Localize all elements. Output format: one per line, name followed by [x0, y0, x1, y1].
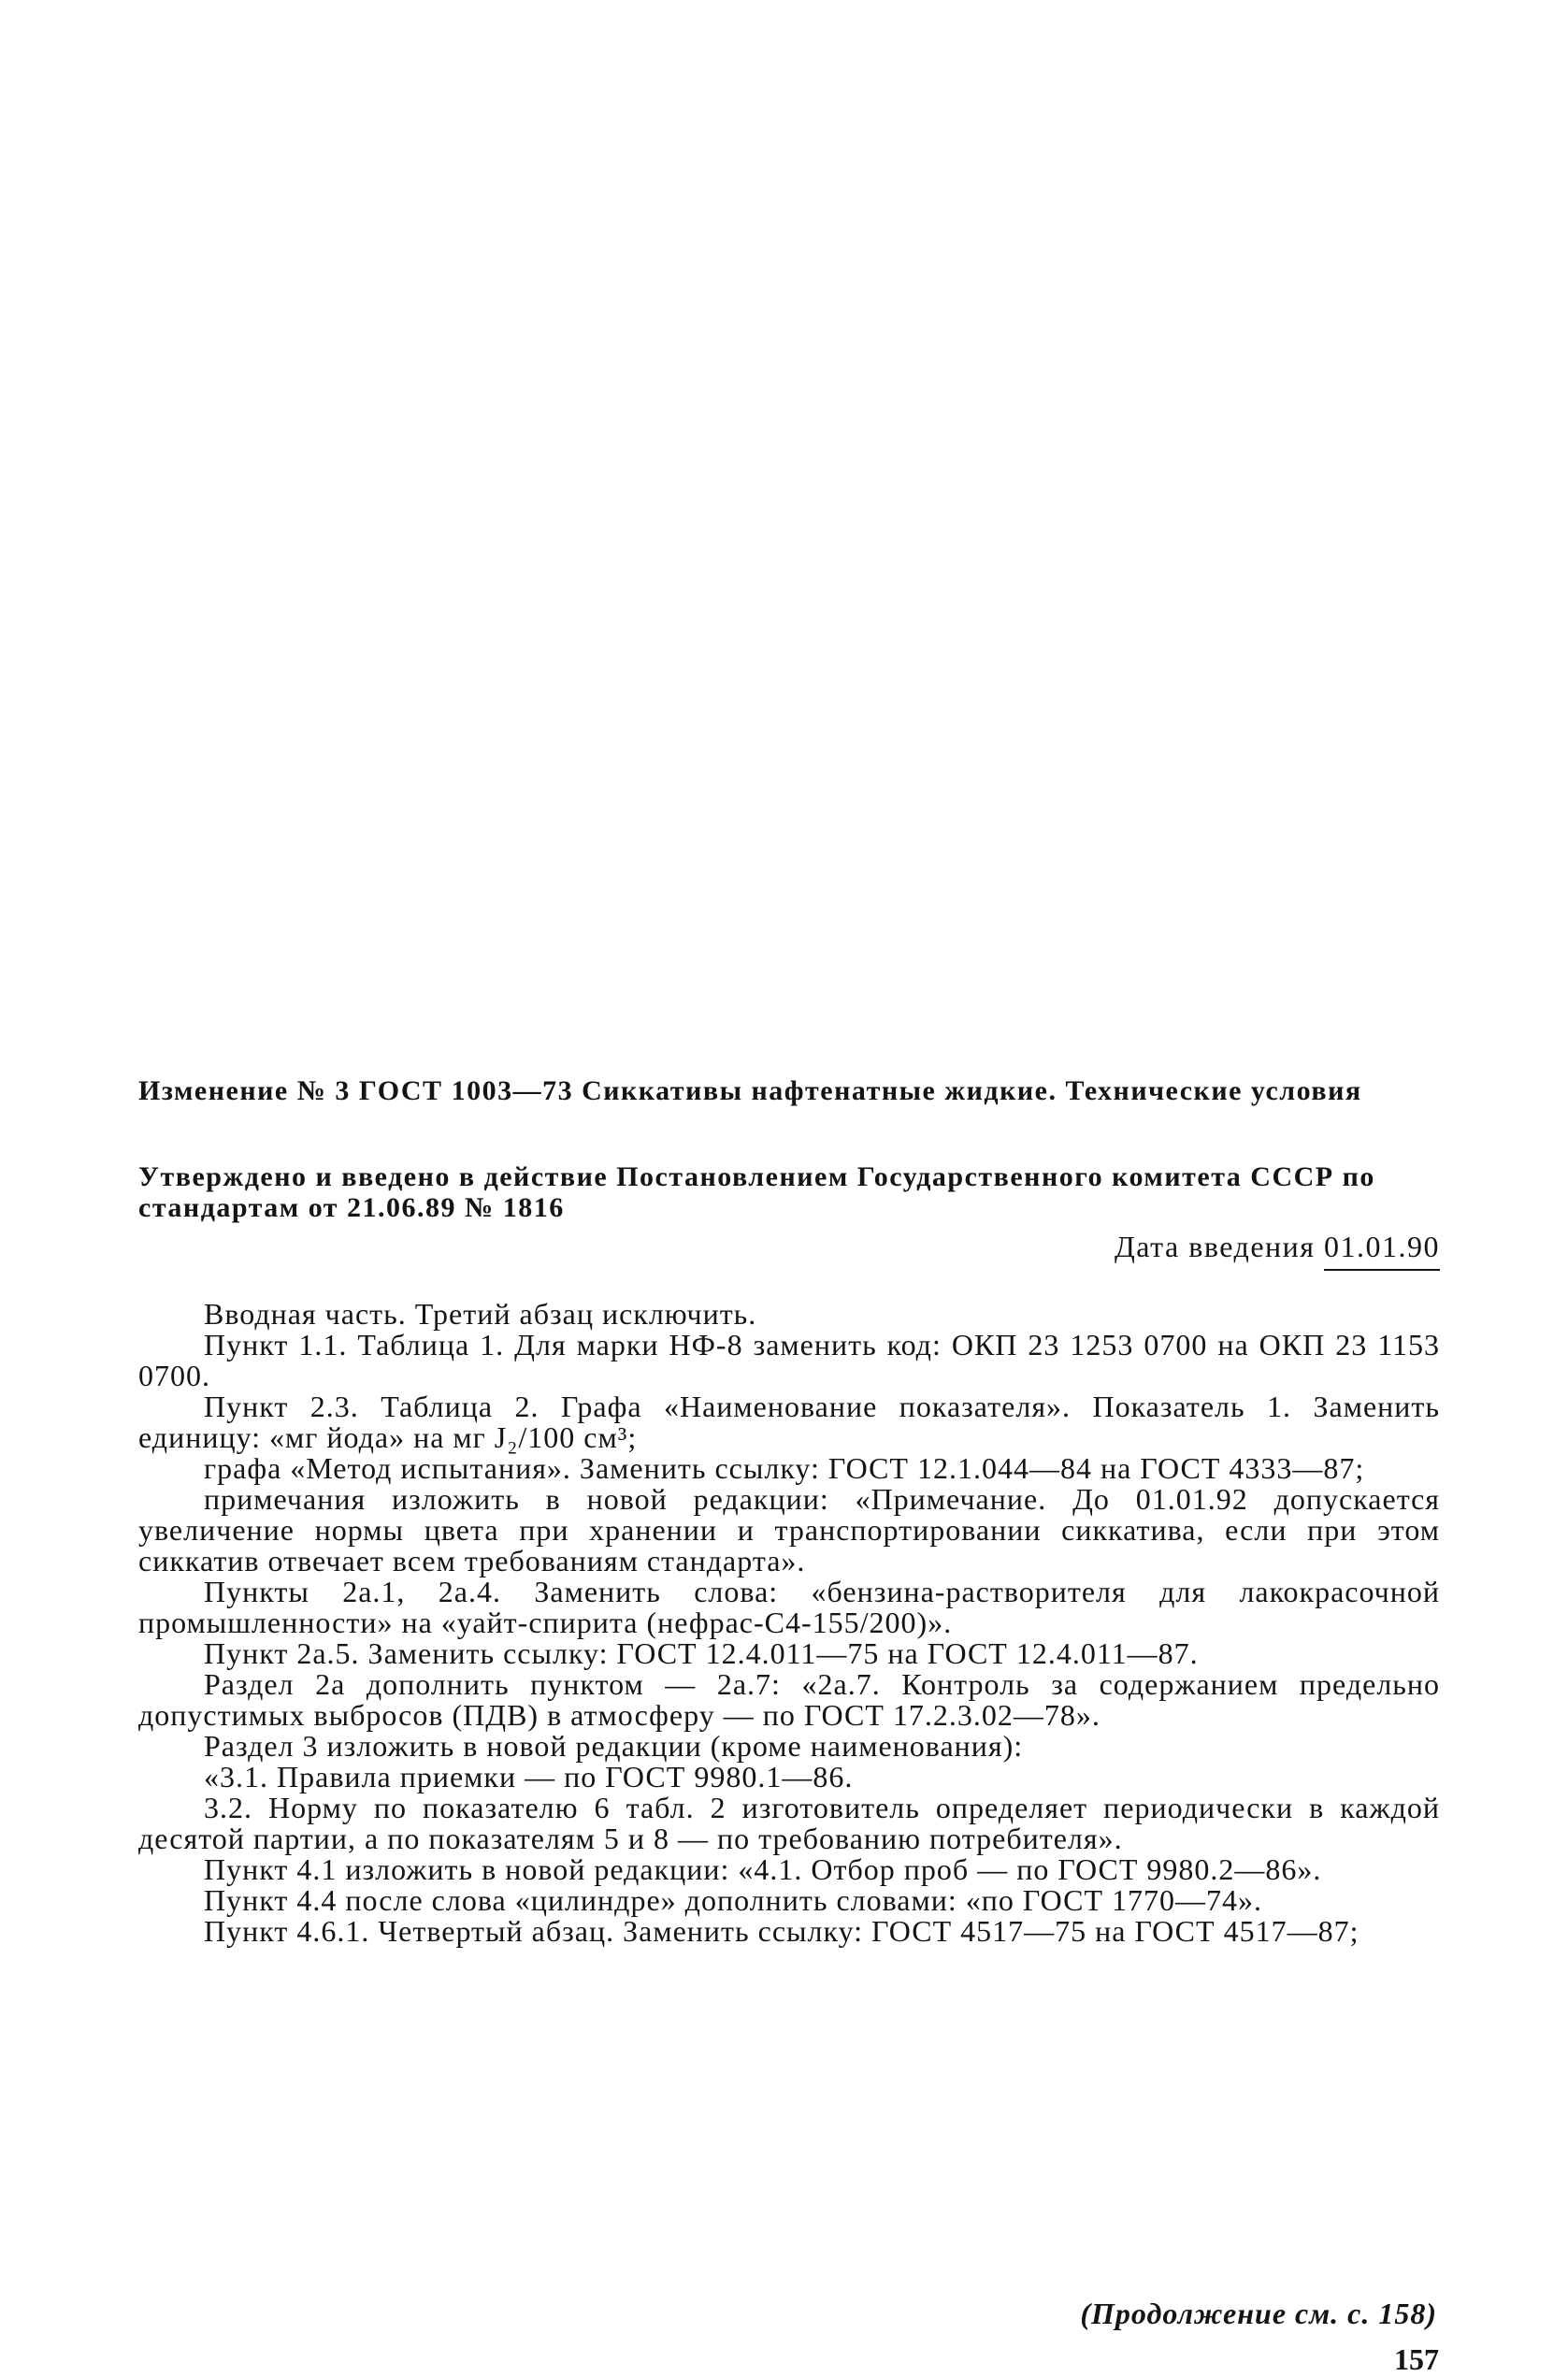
effective-date-value: 01.01.90	[1324, 1230, 1440, 1271]
paragraph: 3.2. Норму по показателю 6 табл. 2 изготовитель определяет периодически в каждой десятой партии, а по показателям 5 и 8 — по требованию потребителя».	[138, 1791, 1440, 1855]
paragraph: Пункт 4.4 после слова «цилиндре» дополнить словами: «по ГОСТ 1770—74».	[204, 1883, 1262, 1917]
approval-statement: Утверждено и введено в действие Постановлением Государственного комитета СССР по стандартам от 21.06.89 № 1816	[138, 1161, 1375, 1223]
paragraph: Пункты 2а.1, 2а.4. Заменить слова: «бензина-растворителя для лакокрасочной промышленности» на «уайт-спирита (нефрас-С4-155/200)».	[138, 1575, 1440, 1639]
paragraph: Пункт 1.1. Таблица 1. Для марки НФ-8 заменить код: ОКП 23 1253 0700 на ОКП 23 1153 0700.	[138, 1328, 1440, 1392]
paragraph: «3.1. Правила приемки — по ГОСТ 9980.1—86.	[204, 1760, 854, 1794]
paragraph: Пункт 2.3. Таблица 2. Графа «Наименование показателя». Показатель 1. Заменить единицу: «мг йода» на мг J₂/100 см³;	[138, 1390, 1440, 1454]
effective-date-line	[1115, 1230, 1440, 1264]
paragraph: Раздел 3 изложить в новой редакции (кроме наименования):	[204, 1729, 1024, 1763]
document-body	[138, 1299, 1440, 1947]
paragraph: графа «Метод испытания». Заменить ссылку: ГОСТ 12.1.044—84 на ГОСТ 4333—87;	[204, 1451, 1365, 1485]
paragraph: Пункт 4.6.1. Четвертый абзац. Заменить ссылку: ГОСТ 4517—75 на ГОСТ 4517—87;	[204, 1914, 1359, 1948]
paragraph: Вводная часть. Третий абзац исключить.	[204, 1297, 757, 1331]
continuation-note: (Продолжение см. с. 158)	[1080, 2297, 1437, 2330]
page-number: 157	[1394, 2342, 1439, 2376]
paragraph: Раздел 2а дополнить пунктом — 2а.7: «2а.7. Контроль за содержанием предельно допустимых выбросов (ПДВ) в атмосферу — по ГОСТ 17.2.3.02—78».	[138, 1667, 1440, 1732]
paragraph: Пункт 2а.5. Заменить ссылку: ГОСТ 12.4.011—75 на ГОСТ 12.4.011—87.	[204, 1636, 1199, 1670]
paragraph: примечания изложить в новой редакции: «Примечание. До 01.01.92 допускается увеличение нормы цвета при хранении и транспортировании сиккатива, если при этом сиккатив отвечает всем требованиям стандарта».	[138, 1482, 1440, 1577]
paragraph: Пункт 4.1 изложить в новой редакции: «4.1. Отбор проб — по ГОСТ 9980.2—86».	[204, 1852, 1322, 1886]
change-title: Изменение № 3 ГОСТ 1003—73 Сиккативы нафтенатные жидкие. Технические условия	[138, 1075, 1362, 1106]
effective-date-label: Дата введения	[1114, 1230, 1316, 1263]
